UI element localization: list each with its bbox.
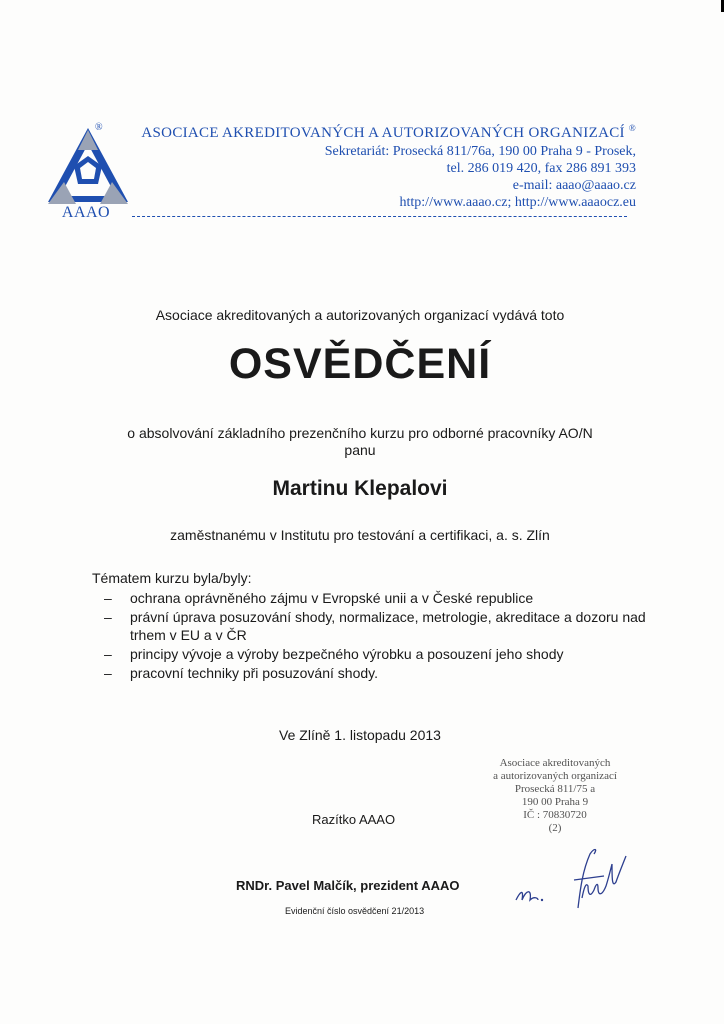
course-description: [60, 425, 660, 459]
list-item: – principy vývoje a výroby bezpečného výrobku a posouzení jeho shody: [104, 646, 564, 662]
stamp-line: Asociace akreditovaných: [499, 757, 611, 769]
signer-name: RNDr. Pavel Malčík, prezident AAAO: [236, 878, 460, 893]
organization-name: ASOCIACE AKREDITOVANÝCH A AUTORIZOVANÝCH ORGANIZACÍ ®: [141, 123, 636, 141]
list-item: – pracovní techniky při posuzování shody.: [104, 665, 378, 681]
organization-stamp: [484, 757, 626, 835]
recipient-employment: zaměstnanému v Institutu pro testování a certifikaci, a. s. Zlín: [170, 527, 550, 543]
bullet-dash: –: [104, 665, 112, 681]
bullet-dash: –: [104, 646, 112, 662]
course-line: o absolvování základního prezenčního kurzu pro odborné pracovníky AO/N: [127, 425, 593, 441]
recipient-name: Martinu Klepalovi: [272, 477, 448, 500]
logo-text: AAAO: [61, 204, 111, 221]
topics-heading: Tématem kurzu byla/byly:: [92, 570, 252, 586]
stamp-line: IČ : 70830720: [523, 809, 587, 821]
salutation: panu: [344, 442, 376, 458]
organization-header: [116, 118, 636, 211]
stamp-line: 190 00 Praha 9: [521, 796, 589, 808]
place-and-date: Ve Zlíně 1. listopadu 2013: [279, 727, 441, 743]
list-item: – právní úprava posuzování shody, normalizace, metrologie, akreditace a dozoru nad trhem v EU a v ČR: [104, 609, 646, 643]
registered-mark: ®: [95, 122, 103, 133]
stamp-label: Razítko AAAO: [312, 812, 396, 827]
handwritten-signature: [508, 842, 658, 922]
list-item: – ochrana oprávněného zájmu v Evropské unii a v České republice: [104, 590, 534, 606]
email-address: e-mail: aaao@aaao.cz: [512, 178, 636, 193]
website-links: http://www.aaao.cz; http://www.aaaocz.eu: [399, 195, 636, 210]
header-divider: [132, 216, 627, 217]
phone-fax: tel. 286 019 420, fax 286 891 393: [446, 161, 636, 176]
topics-list: [92, 589, 652, 683]
evidence-number: Evidenční číslo osvědčení 21/2013: [285, 906, 425, 916]
stamp-line: (2): [548, 822, 562, 834]
stamp-line: Prosecká 811/75 a: [514, 783, 596, 795]
certificate-title: OSVĚDČENÍ: [228, 340, 492, 388]
bullet-dash: –: [104, 609, 112, 625]
bullet-dash: –: [104, 590, 112, 606]
secretariat-address: Sekretariát: Prosecká 811/76a, 190 00 Praha 9 - Prosek,: [324, 144, 636, 159]
stamp-line: a autorizovaných organizací: [493, 770, 617, 782]
issuer-intro: Asociace akreditovaných a autorizovaných organizací vydává toto: [155, 307, 565, 323]
